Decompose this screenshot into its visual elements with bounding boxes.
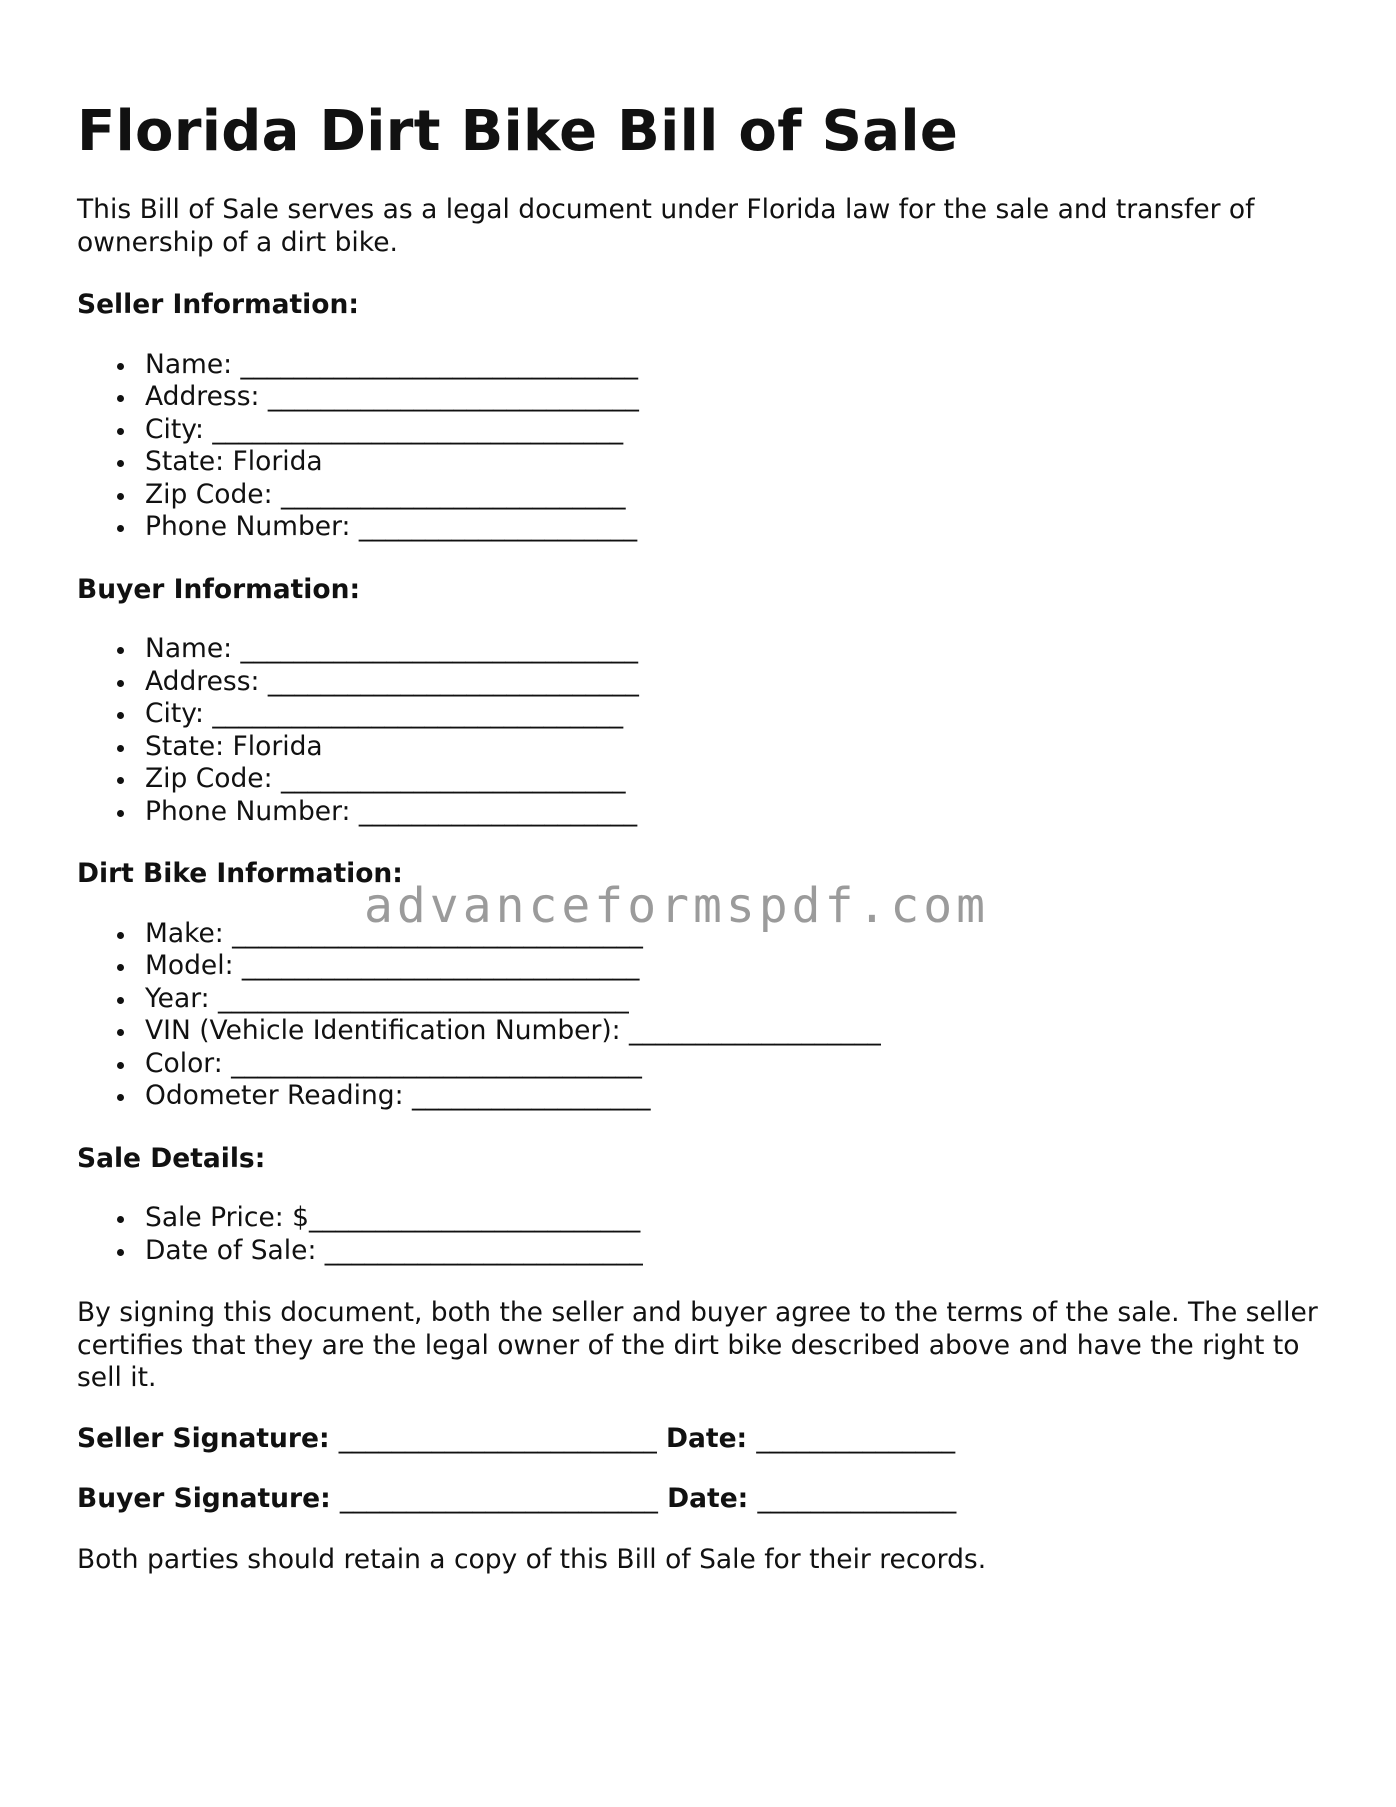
sale-date-field: Date of Sale: ________________________ — [145, 1235, 1327, 1268]
buyer-name-field: Name: ______________________________ — [145, 633, 1327, 666]
buyer-phone-field: Phone Number: _____________________ — [145, 796, 1327, 829]
intro-paragraph: This Bill of Sale serves as a legal document under Florida law for the sale and transfer of ownership of a dirt bike. — [77, 194, 1255, 258]
sale-section-heading: Sale Details: — [77, 1142, 266, 1174]
buyer-date-blank: _______________ — [757, 1483, 957, 1514]
buyer-fields-list — [77, 633, 1327, 828]
buyer-city-field: City: _______________________________ — [145, 698, 1327, 731]
bike-year-field: Year: _______________________________ — [145, 983, 1327, 1016]
buyer-signature-label: Buyer Signature: — [77, 1483, 331, 1514]
seller-signature-blank: ________________________ — [338, 1422, 657, 1454]
sale-fields-list — [77, 1202, 1327, 1267]
seller-signature-line — [77, 1423, 1327, 1456]
bike-model-field: Model: ______________________________ — [145, 950, 1327, 983]
bike-fields-list — [77, 918, 1327, 1113]
seller-state-field: State: Florida — [145, 446, 1327, 479]
document-title: Florida Dirt Bike Bill of Sale — [77, 99, 959, 164]
seller-section-heading: Seller Information: — [77, 289, 359, 320]
watermark-text: advanceformspdf.com — [364, 878, 990, 934]
seller-fields-list — [77, 349, 1327, 544]
sale-price-field: Sale Price: $_________________________ — [145, 1202, 1327, 1235]
bill-of-sale-document — [77, 92, 1327, 1576]
buyer-state-field: State: Florida — [145, 731, 1327, 764]
seller-date-blank: _______________ — [756, 1422, 956, 1454]
closing-note: Both parties should retain a copy of this Bill of Sale for their records. — [77, 1543, 987, 1575]
buyer-zip-field: Zip Code: __________________________ — [145, 763, 1327, 796]
seller-phone-field: Phone Number: _____________________ — [145, 511, 1327, 544]
seller-zip-field: Zip Code: __________________________ — [145, 479, 1327, 512]
bike-vin-field: VIN (Vehicle Identification Number): ___________________ — [145, 1015, 1327, 1048]
buyer-signature-blank: ________________________ — [339, 1483, 658, 1514]
bike-make-field: Make: _______________________________ — [145, 918, 1327, 951]
bike-color-field: Color: _______________________________ — [145, 1048, 1327, 1081]
buyer-signature-line — [77, 1483, 1327, 1516]
bike-odometer-field: Odometer Reading: __________________ — [145, 1080, 1327, 1113]
buyer-address-field: Address: ____________________________ — [145, 666, 1327, 699]
seller-signature-label: Seller Signature: — [77, 1422, 330, 1454]
seller-date-label: Date: — [666, 1422, 748, 1454]
seller-name-field: Name: ______________________________ — [145, 349, 1327, 382]
seller-city-field: City: _______________________________ — [145, 414, 1327, 447]
seller-address-field: Address: ____________________________ — [145, 381, 1327, 414]
buyer-section-heading: Buyer Information: — [77, 573, 361, 605]
bike-section-heading: Dirt Bike Information: — [77, 858, 403, 889]
agreement-statement: By signing this document, both the seller and buyer agree to the terms of the sale. The seller certifies that they are the legal owner of the dirt bike described above and have the right to sell it. — [77, 1297, 1318, 1393]
buyer-date-label: Date: — [667, 1483, 749, 1514]
